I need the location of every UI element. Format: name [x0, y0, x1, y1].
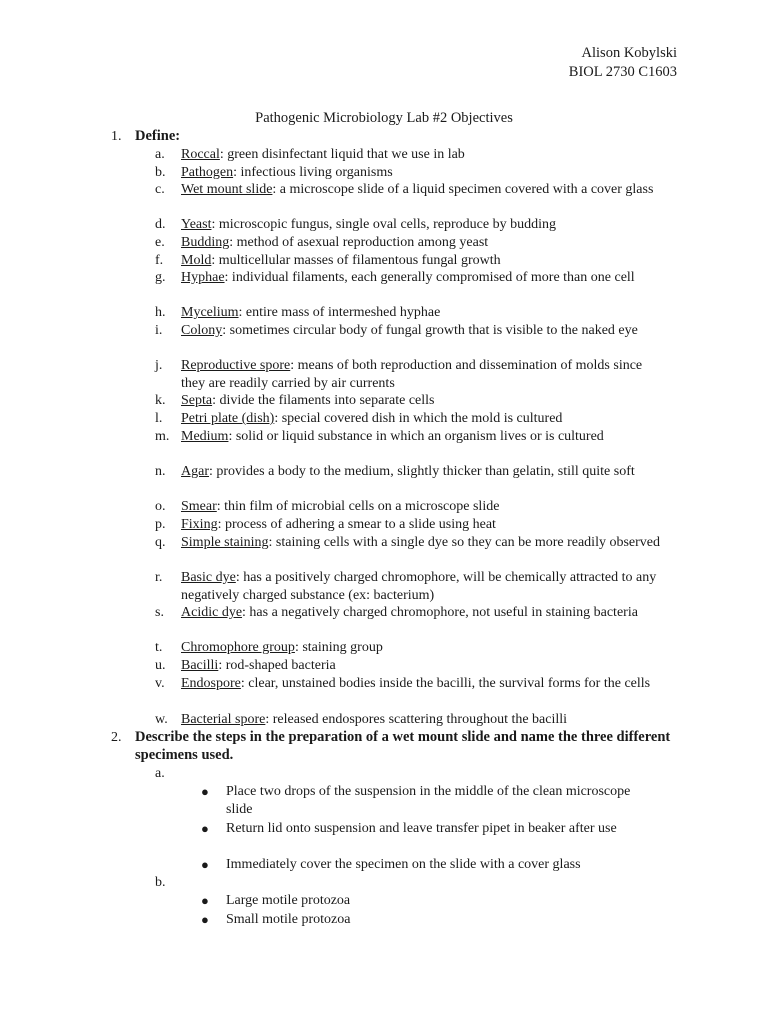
item-letter: w.	[155, 712, 168, 727]
section-2-b-letter: b.	[155, 875, 166, 890]
term: Pathogen	[181, 165, 234, 180]
definition: : a microscope slide of a liquid specimen covered with a cover glass	[272, 182, 654, 197]
item-letter: q.	[155, 535, 166, 550]
term: Basic dye	[181, 570, 236, 585]
course-code: BIOL 2730 C1603	[568, 64, 677, 80]
definition: : sometimes circular body of fungal growth that is visible to the naked eye	[222, 323, 638, 338]
term: Medium	[181, 429, 229, 444]
document-page: Alison Kobylski BIOL 2730 C1603 Pathogenic Microbiology Lab #2 Objectives 1. Define: a. Roccal: green disinfectant liquid that we use in lab b. Pathogen: infectious living organisms c. Wet mount slide: a microscope slide of a liquid specimen covered with a cover glass d. Yeast: microscopic fungus, single oval cells, reproduce by budding e. Budding: method of asexual reproduction among yeast f. Mold: multicellular masses of filamentous fungal growth g. Hyphae: individual filaments, each generally compromised of more than one cell h. Mycelium: entire mass of intermeshed hyphae i. Colony: sometimes circular body of fungal growth that is visible to the naked eye j. Reproductive spore: means of both reproduction and dissemination of molds since they are readily carried by air currents k. Septa: divide the filaments into separate cells l. Petri plate (dish): special covered dish in which the mold is cultured m. Medium: solid or liquid substance in which an organism lives or is cultured n. Agar: provides a body to the medium, slightly thicker than gelatin, still quite soft o. Smear: thin film of microbial cells on a microscope slide p. Fixing: process of adhering a smear to a slide using heat q. Simple staining: staining cells with a single dye so they can be more readily observed r. Basic dye: has a positively charged chromophore, will be chemically attracted to any negatively charged substance (ex: bacterium) s. Acidic dye: has a negatively charged chromophore, not useful in staining bacteria t. Chromophore group: staining group u. Bacilli: rod-shaped bacteria v. Endospore: clear, unstained bodies inside the bacilli, the survival forms for the cells w. Bacterial spore: released endospores scattering throughout the bacilli 2. Describe the steps in the preparation of a wet mount slide and name the three different specimens used. a. ● Place two drops of the suspension in the middle of the clean microscope slide ● Return lid onto suspension and leave transfer pipet in beaker after use ● Immediately cover the specimen on the slide with a cover glass b. ● Large motile protozoa ● Small motile protozoa	[0, 0, 768, 1024]
item-text	[181, 534, 665, 552]
item-letter: j.	[155, 358, 163, 373]
item-letter: n.	[155, 464, 166, 479]
item-text	[181, 657, 665, 675]
item-letter: t.	[155, 640, 163, 655]
item-letter: s.	[155, 605, 164, 620]
item-letter: d.	[155, 217, 166, 232]
term: Bacilli	[181, 658, 219, 673]
definition: : microscopic fungus, single oval cells, reproduce by budding	[211, 217, 556, 232]
term: Hyphae	[181, 270, 225, 285]
page-title: Pathogenic Microbiology Lab #2 Objectives	[255, 110, 513, 126]
definition: : solid or liquid substance in which an organism lives or is cultured	[228, 429, 604, 444]
definition: : individual filaments, each generally compromised of more than one cell	[224, 270, 635, 285]
item-letter: g.	[155, 270, 166, 285]
item-text	[181, 410, 665, 428]
term: Septa	[181, 393, 213, 408]
bullet-icon: ●	[201, 912, 209, 927]
item-letter: p.	[155, 517, 166, 532]
term: Reproductive spore	[181, 358, 291, 373]
item-text	[181, 146, 665, 164]
definition: : staining group	[294, 640, 383, 655]
item-text	[181, 304, 665, 322]
item-text	[181, 463, 665, 481]
definition: : rod-shaped bacteria	[218, 658, 336, 673]
item-letter: r.	[155, 570, 163, 585]
bullet-icon: ●	[201, 821, 209, 836]
term: Simple staining	[181, 535, 269, 550]
term: Bacterial spore	[181, 712, 266, 727]
item-text	[181, 498, 665, 516]
term: Mold	[181, 253, 212, 268]
term: Roccal	[181, 147, 220, 162]
term: Colony	[181, 323, 223, 338]
item-text	[181, 216, 665, 234]
term: Fixing	[181, 517, 218, 532]
item-text	[181, 428, 665, 446]
item-letter: e.	[155, 235, 165, 250]
definition: : special covered dish in which the mold is cultured	[274, 411, 563, 426]
section-1-number: 1.	[111, 129, 122, 144]
item-text	[181, 357, 665, 392]
term: Mycelium	[181, 305, 239, 320]
item-text	[181, 675, 665, 693]
term: Acidic dye	[181, 605, 243, 620]
definition: : thin film of microbial cells on a microscope slide	[216, 499, 500, 514]
item-text	[181, 252, 665, 270]
item-letter: i.	[155, 323, 163, 338]
item-text	[181, 322, 665, 340]
definition: : provides a body to the medium, slightly thicker than gelatin, still quite soft	[209, 464, 635, 479]
definition: : clear, unstained bodies inside the bacilli, the survival forms for the cells	[240, 676, 651, 691]
definition: : has a positively charged chromophore, will be chemically attracted to any negatively charged substance (ex: bacterium)	[181, 570, 657, 603]
term: Endospore	[181, 676, 241, 691]
item-text	[181, 181, 665, 199]
definition: : divide the filaments into separate cells	[212, 393, 435, 408]
definition: : means of both reproduction and dissemination of molds since they are readily carried by air currents	[181, 358, 643, 391]
item-letter: c.	[155, 182, 165, 197]
item-text	[181, 164, 665, 182]
term: Smear	[181, 499, 217, 514]
item-text	[181, 639, 665, 657]
item-letter: o.	[155, 499, 166, 514]
author-name: Alison Kobylski	[581, 45, 677, 61]
item-letter: f.	[155, 253, 164, 268]
definition: : process of adhering a smear to a slide using heat	[217, 517, 496, 532]
item-letter: h.	[155, 305, 166, 320]
term: Yeast	[181, 217, 212, 232]
item-text	[181, 516, 665, 534]
item-text	[181, 234, 665, 252]
definition: : entire mass of intermeshed hyphae	[238, 305, 441, 320]
definition: : staining cells with a single dye so they can be more readily observed	[268, 535, 661, 550]
section-2-number: 2.	[111, 730, 122, 745]
item-text	[181, 604, 665, 622]
item-letter: u.	[155, 658, 166, 673]
item-letter: m.	[155, 429, 170, 444]
section-1-title: Define	[135, 128, 176, 144]
term: Agar	[181, 464, 209, 479]
definition: : green disinfectant liquid that we use in lab	[219, 147, 465, 162]
item-letter: v.	[155, 676, 165, 691]
bullet-icon: ●	[201, 893, 209, 908]
item-text	[181, 392, 665, 410]
section-2-title: Describe the steps in the preparation of a wet mount slide and name the three different specimens used.	[135, 729, 671, 763]
item-letter: b.	[155, 165, 166, 180]
term: Wet mount slide	[181, 182, 273, 197]
bullet-icon: ●	[201, 857, 209, 872]
term: Petri plate (dish)	[181, 411, 275, 426]
term: Budding	[181, 235, 230, 250]
section-2-a-letter: a.	[155, 766, 165, 781]
item-text	[181, 569, 665, 604]
item-letter: l.	[155, 411, 163, 426]
definition: : has a negatively charged chromophore, not useful in staining bacteria	[242, 605, 638, 620]
bullet-icon: ●	[201, 784, 209, 799]
definition: : released endospores scattering throughout the bacilli	[265, 712, 568, 727]
term: Chromophore group	[181, 640, 295, 655]
definition: : infectious living organisms	[233, 165, 393, 180]
item-text	[181, 269, 665, 287]
item-letter: k.	[155, 393, 166, 408]
definition: : method of asexual reproduction among yeast	[229, 235, 489, 250]
section-1-colon: :	[175, 128, 181, 144]
header	[569, 44, 677, 82]
item-text	[181, 711, 665, 729]
definition: : multicellular masses of filamentous fungal growth	[211, 253, 501, 268]
item-letter: a.	[155, 147, 165, 162]
